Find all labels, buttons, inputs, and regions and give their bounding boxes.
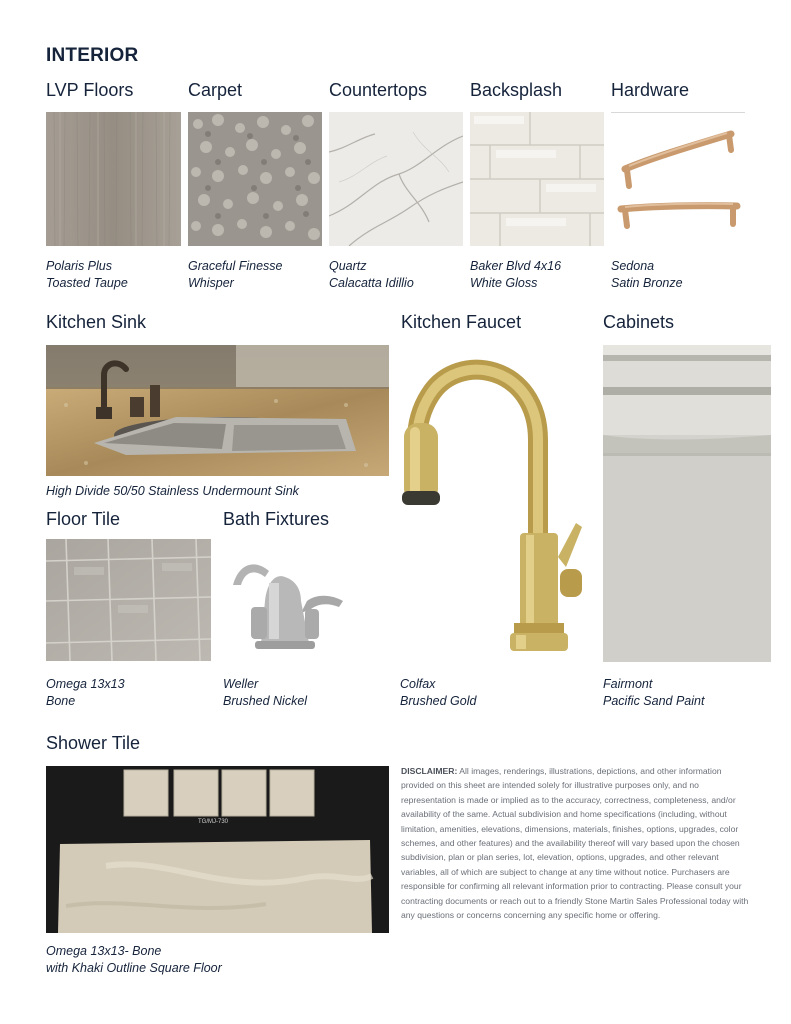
shower-tile-tag: TG/MJ-730	[198, 819, 229, 825]
kitchen-faucet-name: Colfax	[400, 677, 436, 691]
backsplash-title: Backsplash	[470, 80, 563, 100]
bath-fixtures-title: Bath Fixtures	[223, 509, 330, 529]
shower-tile-title: Shower Tile	[46, 733, 141, 753]
backsplash-caption	[470, 258, 561, 292]
bath-fixtures-name: Weller	[223, 677, 259, 691]
floor-tile-caption	[46, 676, 125, 710]
cabinet-pull-image	[611, 112, 745, 246]
carpet-swatch	[188, 112, 322, 246]
cabinets-color: Pacific Sand Paint	[603, 694, 705, 708]
cabinet-door-swatch	[603, 345, 771, 662]
shower-tile-image	[46, 766, 389, 933]
cabinets-caption	[603, 676, 704, 710]
backsplash-swatch	[470, 112, 604, 246]
carpet-caption	[188, 258, 282, 292]
kitchen-faucet-image	[398, 345, 598, 660]
lvp-floor-swatch	[46, 112, 181, 246]
page-title: INTERIOR	[46, 45, 139, 66]
lvp-floors-color: Toasted Taupe	[46, 276, 128, 290]
hardware-color: Satin Bronze	[611, 276, 683, 290]
carpet-title: Carpet	[188, 80, 243, 100]
bath-fixtures-color: Brushed Nickel	[223, 694, 308, 708]
countertops-name: Quartz	[329, 259, 367, 273]
hardware-name: Sedona	[611, 259, 655, 273]
floor-tile-swatch	[46, 539, 211, 661]
disclaimer-label: DISCLAIMER:	[401, 766, 458, 776]
quartz-countertop-swatch	[329, 112, 463, 246]
floor-tile-name: Omega 13x13	[46, 677, 125, 691]
floor-tile-title: Floor Tile	[46, 509, 121, 529]
lvp-floors-name: Polaris Plus	[46, 259, 112, 273]
shower-tile-caption	[46, 943, 222, 977]
disclaimer	[401, 764, 751, 922]
disclaimer-text: All images, renderings, illustrations, depictions, and other information provided on this sheet are intended solely for illustrative purposes only, and no representation is made or implied as to the accuracy, correctness, completeness, and/or availability of the same. Actual subdivision and home specifications (including, without limitation, amenities, elevations, dimensions, materials, finishes, options, upgrades, color schemes, and other features) and the availability thereof will vary based upon the chosen subdivision, plan or plan series, lot, elevation, options, upgrades, and other relevant variables, all of which are subject to change at any time without notice. Purchasers are responsible for confirming all relevant information prior to contracting. Please consult your contracting documents or reach out to a friendly Stone Martin Sales Professional today with any questions or concerns concerning any specific home or offering.	[401, 766, 749, 921]
backsplash-color: White Gloss	[470, 276, 538, 290]
backsplash-name: Baker Blvd 4x16	[470, 259, 562, 273]
kitchen-sink-title: Kitchen Sink	[46, 312, 147, 332]
hardware-caption	[611, 258, 683, 292]
shower-tile-name: Omega 13x13- Bone	[46, 944, 162, 958]
shower-tile-detail: with Khaki Outline Square Floor	[46, 961, 222, 975]
floor-tile-color: Bone	[46, 694, 76, 708]
bath-fixtures-caption	[223, 676, 307, 710]
kitchen-sink-image	[46, 345, 389, 476]
bath-faucet-image	[225, 543, 350, 655]
kitchen-faucet-caption	[400, 676, 476, 710]
lvp-floors-title: LVP Floors	[46, 80, 134, 100]
kitchen-faucet-color: Brushed Gold	[400, 694, 477, 708]
countertops-color: Calacatta Idillio	[329, 276, 414, 290]
kitchen-sink-caption: High Divide 50/50 Stainless Undermount Sink	[46, 484, 299, 498]
carpet-color: Whisper	[188, 276, 234, 290]
countertops-caption	[329, 258, 414, 292]
hardware-title: Hardware	[611, 80, 690, 100]
lvp-floors-caption	[46, 258, 128, 292]
cabinets-name: Fairmont	[603, 677, 653, 691]
countertops-title: Countertops	[329, 80, 428, 100]
cabinets-title: Cabinets	[603, 312, 675, 332]
kitchen-faucet-title: Kitchen Faucet	[401, 312, 522, 332]
carpet-name: Graceful Finesse	[188, 259, 283, 273]
